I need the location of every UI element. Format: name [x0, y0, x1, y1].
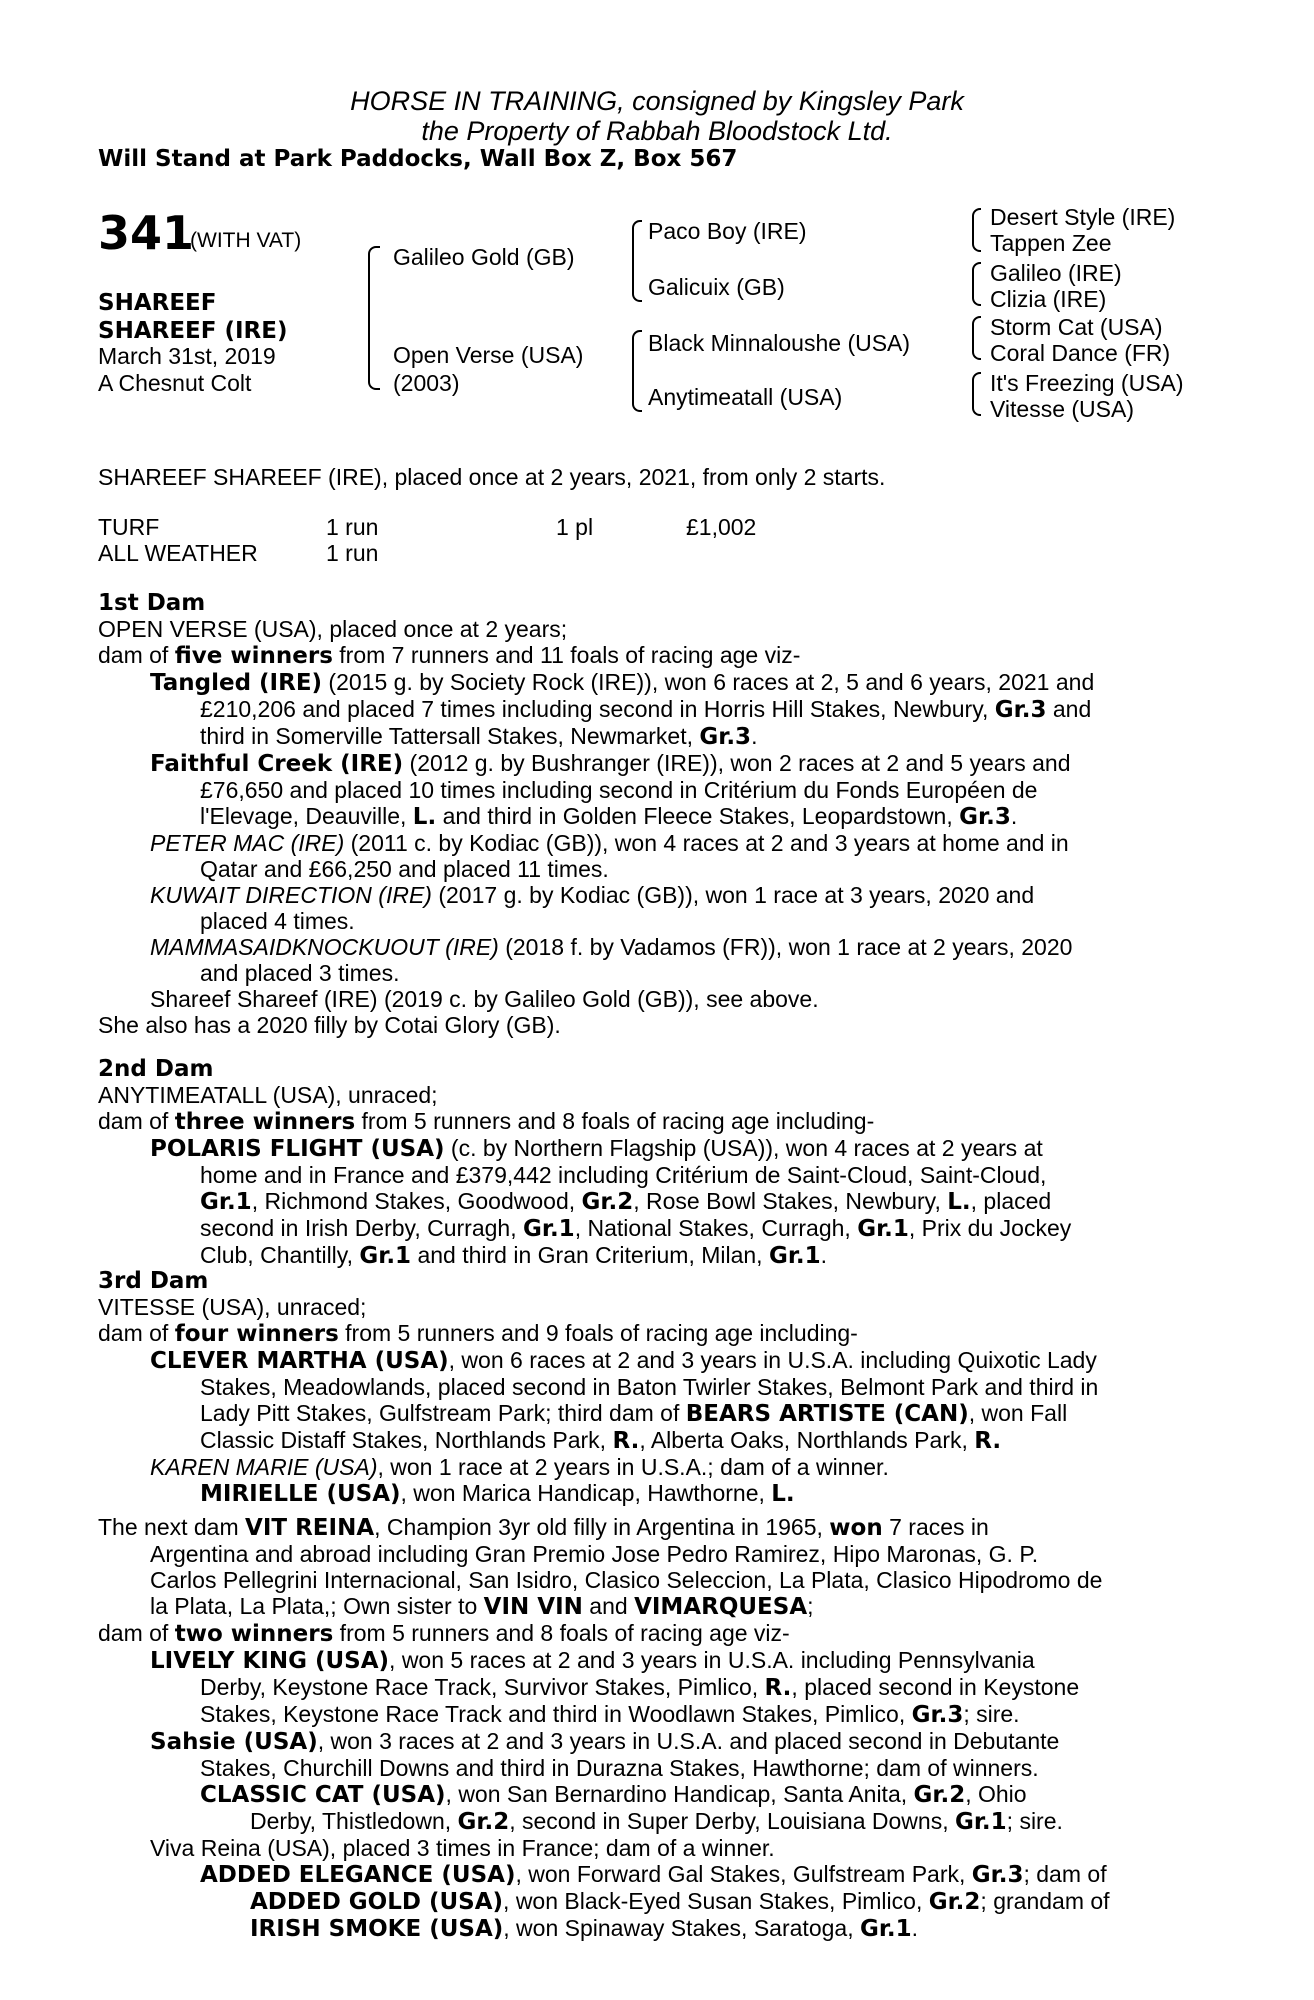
- granddam-1: Tappen Zee: [990, 230, 1112, 256]
- progeny-entry-cont: home and in France and £379,442 including Critérium de Saint-Cloud, Saint-Cloud,: [200, 1162, 1047, 1188]
- progeny-entry: KAREN MARIE (USA), won 1 race at 2 years in U.S.A.; dam of a winner.: [150, 1454, 889, 1480]
- progeny-entry-cont: Lady Pitt Stakes, Gulfstream Park; third dam of BEARS ARTISTE (CAN), won Fall: [200, 1400, 1068, 1427]
- section-heading: 3rd Dam: [98, 1268, 209, 1294]
- consignor-line: the Property of Rabbah Bloodstock Ltd.: [421, 116, 893, 146]
- granddam-2: Clizia (IRE): [990, 286, 1107, 312]
- progeny-entry: MIRIELLE (USA), won Marica Handicap, Hawthorne, L.: [200, 1480, 795, 1507]
- progeny-entry: CLEVER MARTHA (USA), won 6 races at 2 and 3 years in U.S.A. including Quixotic Lady: [150, 1347, 1097, 1374]
- record-surface: TURF: [98, 514, 160, 540]
- horse-name-line2: SHAREEF (IRE): [98, 318, 288, 344]
- second-dam-section: [98, 1056, 1205, 1269]
- produce-line: dam of two winners from 5 runners and 8 foals of racing age viz-: [98, 1620, 790, 1647]
- dam-line: VITESSE (USA), unraced;: [98, 1294, 367, 1320]
- progeny-entry: PETER MAC (IRE) (2011 c. by Kodiac (GB)), won 4 races at 2 and 3 years at home and in: [150, 830, 1069, 856]
- horse-description: A Chesnut Colt: [98, 370, 252, 396]
- progeny-entry: ADDED GOLD (USA), won Black-Eyed Susan Stakes, Pimlico, Gr.2; grandam of: [250, 1888, 1110, 1915]
- pedigree-brace-sire: [632, 220, 642, 302]
- consignment-title: HORSE IN TRAINING, consigned by Kingsley Park: [350, 86, 964, 116]
- progeny-entry: Faithful Creek (IRE) (2012 g. by Bushranger (IRE)), won 2 races at 2 and 5 years and: [150, 750, 1071, 777]
- next-dam-line: The next dam VIT REINA, Champion 3yr old filly in Argentina in 1965, won 7 races in: [98, 1514, 989, 1541]
- dam-dam: Anytimeatall (USA): [648, 384, 843, 410]
- grandsire-1: Desert Style (IRE): [990, 204, 1176, 230]
- progeny-entry: LIVELY KING (USA), won 5 races at 2 and 3 years in U.S.A. including Pennsylvania: [150, 1647, 1035, 1674]
- third-dam-section: [98, 1268, 1205, 1507]
- progeny-entry-cont: Stakes, Churchill Downs and third in Durazna Stakes, Hawthorne; dam of winners.: [200, 1755, 1039, 1781]
- progeny-entry: Sahsie (USA), won 3 races at 2 and 3 years in U.S.A. and placed second in Debutante: [150, 1728, 1060, 1755]
- progeny-entry-cont: £210,206 and placed 7 times including second in Horris Hill Stakes, Newbury, Gr.3 and: [200, 696, 1092, 723]
- pedigree-brace-g1: [972, 208, 981, 252]
- dam-name: Open Verse (USA): [393, 342, 584, 368]
- progeny-entry-cont: and placed 3 times.: [200, 960, 400, 986]
- next-dam-cont: la Plata, La Plata,; Own sister to VIN VIN and VIMARQUESA;: [150, 1593, 814, 1620]
- granddam-3: Coral Dance (FR): [990, 340, 1171, 366]
- progeny-entry-cont: Club, Chantilly, Gr.1 and third in Gran Criterium, Milan, Gr.1.: [200, 1242, 828, 1269]
- horse-name-line1: SHAREEF: [98, 290, 217, 316]
- pedigree-brace-g2: [972, 262, 981, 306]
- next-dam-section: [98, 1514, 1205, 1942]
- dam-line: OPEN VERSE (USA), placed once at 2 years;: [98, 616, 568, 642]
- progeny-entry-cont: second in Irish Derby, Curragh, Gr.1, National Stakes, Curragh, Gr.1, Prix du Jockey: [200, 1215, 1072, 1242]
- pedigree-brace-g4: [972, 372, 981, 416]
- progeny-entry-cont: third in Somerville Tattersall Stakes, Newmarket, Gr.3.: [200, 723, 758, 750]
- progeny-entry: CLASSIC CAT (USA), won San Bernardino Handicap, Santa Anita, Gr.2, Ohio: [200, 1781, 1027, 1808]
- produce-line: dam of four winners from 5 runners and 9 foals of racing age including-: [98, 1320, 858, 1347]
- record-runs: 1 run: [326, 540, 379, 566]
- additional-note: She also has a 2020 filly by Cotai Glory (GB).: [98, 1012, 561, 1038]
- sire-sire: Paco Boy (IRE): [648, 218, 807, 244]
- first-dam-section: [98, 590, 1205, 1038]
- sire-name: Galileo Gold (GB): [393, 244, 575, 270]
- foaling-date: March 31st, 2019: [98, 343, 276, 369]
- progeny-entry-cont: Gr.1, Richmond Stakes, Goodwood, Gr.2, Rose Bowl Stakes, Newbury, L., placed: [200, 1188, 1052, 1215]
- pedigree-brace-dam: [632, 330, 642, 412]
- section-heading: 1st Dam: [98, 590, 206, 616]
- lot-number: 341: [98, 206, 195, 260]
- progeny-entry: ADDED ELEGANCE (USA), won Forward Gal Stakes, Gulfstream Park, Gr.3; dam of: [200, 1861, 1107, 1888]
- progeny-entry: KUWAIT DIRECTION (IRE) (2017 g. by Kodiac (GB)), won 1 race at 3 years, 2020 and: [150, 882, 1035, 908]
- next-dam-cont: Carlos Pellegrini Internacional, San Isidro, Clasico Seleccion, La Plata, Clasico Hipodromo de: [150, 1567, 1103, 1593]
- pedigree-brace-main: [368, 246, 380, 390]
- progeny-entry-cont: Derby, Keystone Race Track, Survivor Stakes, Pimlico, R., placed second in Keystone: [200, 1674, 1080, 1701]
- progeny-entry-cont: Qatar and £66,250 and placed 11 times.: [200, 856, 609, 882]
- next-dam-cont: Argentina and abroad including Gran Premio Jose Pedro Ramirez, Hipo Maronas, G. P.: [150, 1541, 1039, 1567]
- progeny-entry-cont: Derby, Thistledown, Gr.2, second in Super Derby, Louisiana Downs, Gr.1; sire.: [250, 1808, 1063, 1835]
- produce-line: dam of three winners from 5 runners and 8 foals of racing age including-: [98, 1108, 875, 1135]
- progeny-entry-cont: Stakes, Meadowlands, placed second in Baton Twirler Stakes, Belmont Park and third in: [200, 1374, 1099, 1400]
- granddam-4: Vitesse (USA): [990, 396, 1135, 422]
- race-summary: SHAREEF SHAREEF (IRE), placed once at 2 years, 2021, from only 2 starts.: [98, 464, 886, 490]
- section-heading: 2nd Dam: [98, 1056, 214, 1082]
- progeny-entry-cont: £76,650 and placed 10 times including second in Critérium du Fonds Européen de: [200, 777, 1038, 803]
- progeny-entry: POLARIS FLIGHT (USA) (c. by Northern Flagship (USA)), won 4 races at 2 years at: [150, 1135, 1043, 1162]
- pedigree-brace-g3: [972, 316, 981, 360]
- dam-year: (2003): [393, 370, 460, 396]
- record-runs: 1 run: [326, 514, 379, 540]
- progeny-entry-cont: l'Elevage, Deauville, L. and third in Golden Fleece Stakes, Leopardstown, Gr.3.: [200, 803, 1018, 830]
- progeny-entry: MAMMASAIDKNOCKUOUT (IRE) (2018 f. by Vadamos (FR)), won 1 race at 2 years, 2020: [150, 934, 1073, 960]
- grandsire-3: Storm Cat (USA): [990, 314, 1163, 340]
- dam-sire: Black Minnaloushe (USA): [648, 330, 911, 356]
- progeny-entry: Shareef Shareef (IRE) (2019 c. by Galileo Gold (GB)), see above.: [150, 986, 819, 1012]
- produce-line: dam of five winners from 7 runners and 11 foals of racing age viz-: [98, 642, 801, 669]
- progeny-entry: Viva Reina (USA), placed 3 times in France; dam of a winner.: [150, 1835, 775, 1861]
- progeny-entry-cont: Stakes, Keystone Race Track and third in Woodlawn Stakes, Pimlico, Gr.3; sire.: [200, 1701, 1020, 1728]
- sire-dam: Galicuix (GB): [648, 274, 785, 300]
- vat-note: (WITH VAT): [190, 229, 302, 252]
- grandsire-2: Galileo (IRE): [990, 260, 1122, 286]
- dam-line: ANYTIMEATALL (USA), unraced;: [98, 1082, 438, 1108]
- record-placed: 1 pl: [556, 514, 594, 540]
- record-prize: £1,002: [686, 514, 757, 540]
- grandsire-4: It's Freezing (USA): [990, 370, 1184, 396]
- progeny-entry-cont: Classic Distaff Stakes, Northlands Park, R., Alberta Oaks, Northlands Park, R.: [200, 1427, 1002, 1454]
- record-surface: ALL WEATHER: [98, 540, 258, 566]
- progeny-entry-cont: placed 4 times.: [200, 908, 355, 934]
- progeny-entry: IRISH SMOKE (USA), won Spinaway Stakes, Saratoga, Gr.1.: [250, 1915, 919, 1942]
- stabling-line: Will Stand at Park Paddocks, Wall Box Z, Box 567: [98, 146, 738, 172]
- progeny-entry: Tangled (IRE) (2015 g. by Society Rock (IRE)), won 6 races at 2, 5 and 6 years, 2021 and: [150, 669, 1095, 696]
